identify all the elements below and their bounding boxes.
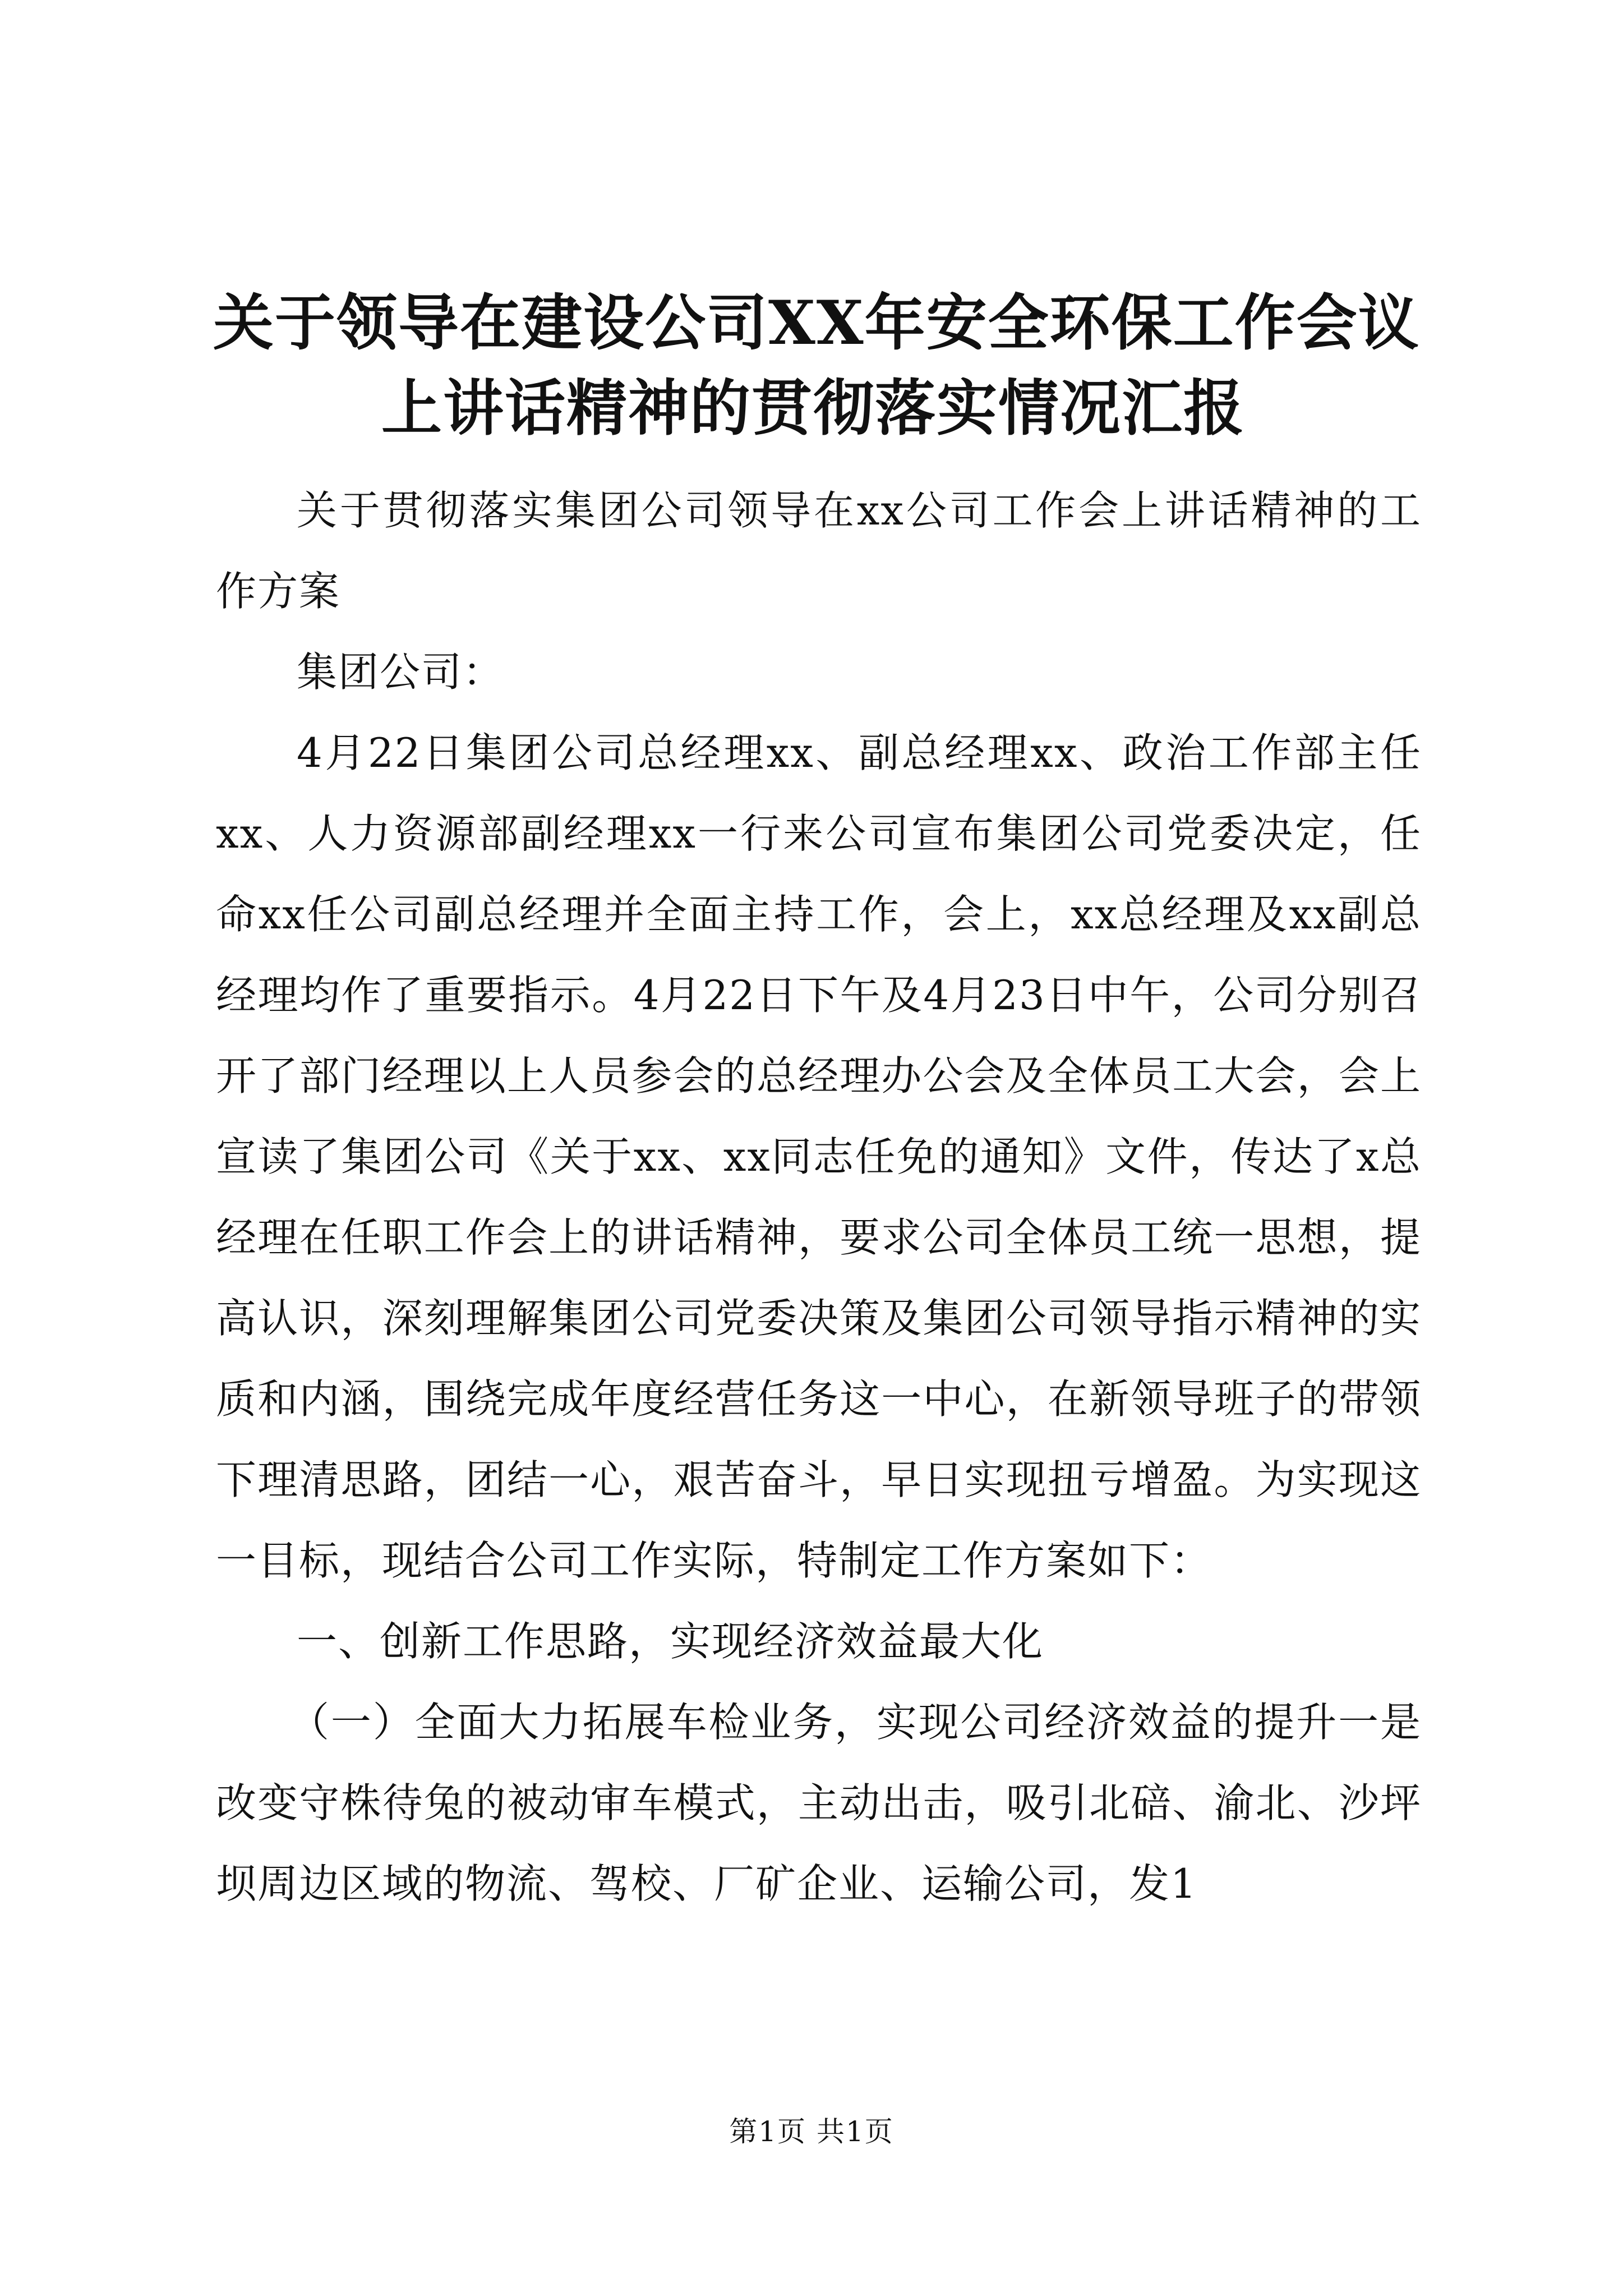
paragraph-salutation: 集团公司： xyxy=(297,648,505,696)
section-heading-1: 一、创新工作思路，实现经济效益最大化 xyxy=(297,1618,1044,1665)
title-line-2: 上讲话精神的贯彻落实情况汇报 xyxy=(381,373,1245,444)
paragraph-plan-title: 关于贯彻落实集团公司领导在xx公司工作会上讲话精神的工作方案 xyxy=(216,487,1422,615)
subsection-1: （一）全面大力拓展车检业务，实现公司经济效益的提升一是改变守株待兔的被动审车模式，主动出击，吸引北碚、渝北、沙坪坝周边区域的物流、驾校、厂矿企业、运输公司，发1 xyxy=(216,1699,1422,1907)
page-footer: 第1页 共1页 xyxy=(729,2115,894,2148)
paragraph-main: 4月22日集团公司总经理xx、副总经理xx、政治工作部主任xx、人力资源部副经理xx一行来公司宣布集团公司党委决定，任命xx任公司副总经理并全面主持工作，会上，xx总经理及xx副总经理均作了重要指示。4月22日下午及4月23日中午，公司分别召开了部门经理以上人员参会的总经理办公会及全体员工大会，会上宣读了集团公司《关于xx、xx同志任免的通知》文件，传达了x总经理在任职工作会上的讲话精神，要求公司全体员工统一思想，提高认识，深刻理解集团公司党委决策及集团公司领导指示精神的实质和内涵，围绕完成年度经营任务这一中心，在新领导班子的带领下理清思路，团结一心，艰苦奋斗，早日实现扭亏增盈。为实现这一目标，现结合公司工作实际，特制定工作方案如下： xyxy=(216,729,1422,1584)
title-line-1: 关于领导在建设公司XX年安全环保工作会议 xyxy=(213,288,1420,358)
document-body xyxy=(216,470,1422,1924)
document-title xyxy=(213,280,1420,451)
